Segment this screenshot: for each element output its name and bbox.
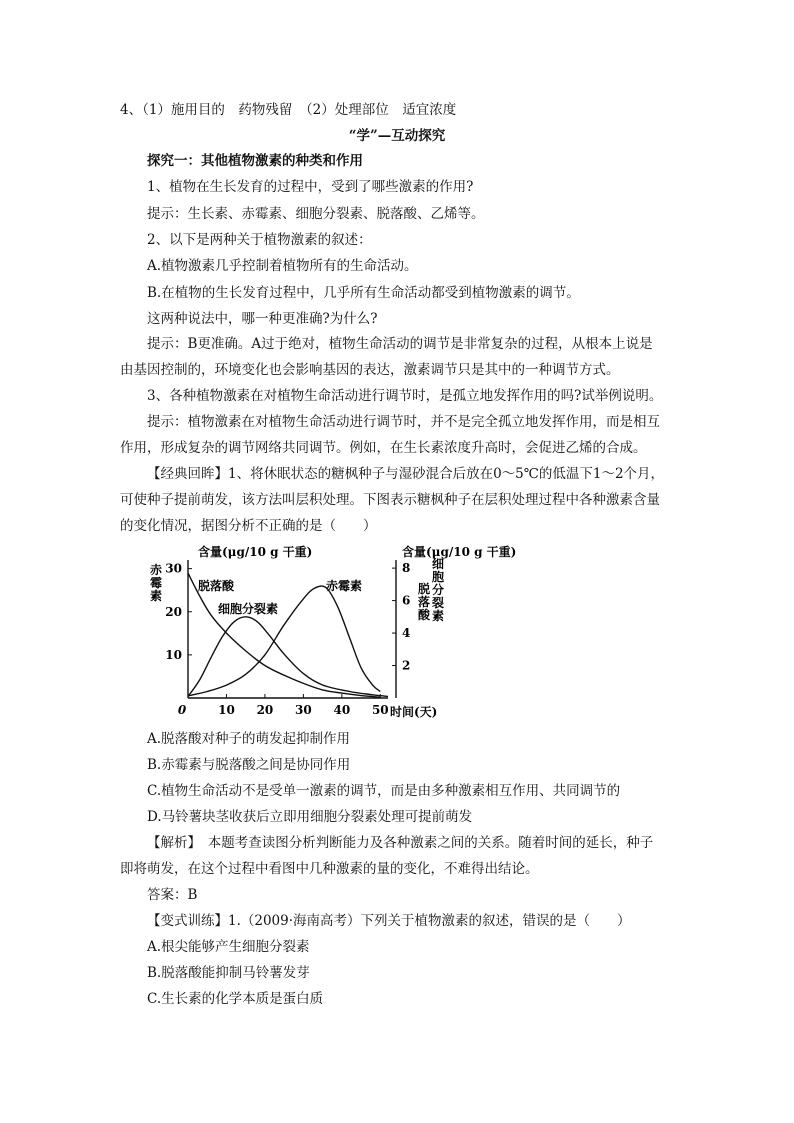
- option-b: B.赤霉素与脱落酸之间是协同作用: [147, 757, 351, 773]
- series-label-cytokinin: 细胞分裂素: [218, 602, 279, 616]
- question-2-option-b: B.在植物的生长发育过程中，几乎所有生命活动都受到植物激素的调节。: [147, 285, 580, 301]
- option-c: C.植物生命活动不是受单一激素的调节，而是由多种激素相互作用、共同调节的: [147, 783, 621, 799]
- variant-training-question: 【变式训练】1.（2009·海南高考）下列关于植物激素的叙述，错误的是（ ）: [147, 913, 631, 929]
- classic-review-line-1: 【经典回眸】1、将休眠状态的糖枫种子与湿砂混合后放在0～5℃的低温下1～2个月，: [147, 466, 665, 482]
- x-axis-label: 时间(天): [390, 705, 438, 719]
- series-label-gibberellin: 赤霉素: [326, 579, 363, 593]
- question-1: 1、植物在生长发育的过程中，受到了哪些激素的作用?: [147, 179, 474, 195]
- prev-answer-line: 4、（1）施用目的 药物残留 （2）处理部位 适宜浓度: [120, 102, 457, 118]
- hint-3-line-2: 作用，形成复杂的调节网络共同调节。例如，在生长素浓度升高时，会促进乙烯的合成。: [120, 440, 647, 456]
- inquiry-heading: 探究一：其他植物激素的种类和作用: [147, 153, 363, 169]
- option-d: D.马铃薯块茎收获后立即用细胞分裂素处理可提前萌发: [147, 809, 473, 825]
- analysis-line-1: 【解析】 本题考查读图分析判断能力及各种激素之间的关系。随着时间的延长，种子: [147, 835, 654, 851]
- classic-review-line-3: 的变化情况，据图分析不正确的是（ ）: [120, 518, 377, 534]
- x-tick-label: 20: [256, 703, 274, 717]
- hint-2-line-1: 提示：B更准确。A过于绝对，植物生命活动的调节是非常复杂的过程，从根本上说是: [147, 336, 653, 352]
- variant-option-c: C.生长素的化学本质是蛋白质: [147, 991, 324, 1007]
- gibberellin-curve: [188, 586, 380, 696]
- x-tick-label: 0: [177, 703, 187, 717]
- x-tick-label: 50: [371, 703, 389, 717]
- question-3: 3、各种植物激素在对植物生命活动进行调节时，是孤立地发挥作用的吗?试举例说明。: [147, 388, 663, 404]
- series-label-abscisic-acid: 脱落酸: [198, 579, 235, 593]
- right-tick-label: 8: [402, 561, 411, 576]
- classic-review-line-2: 可使种子提前萌发，该方法叫层积处理。下图表示糖枫种子在层积处理过程中各种激素含量: [120, 492, 660, 508]
- question-2-option-a: A.植物激素几乎控制着植物所有的生命活动。: [147, 258, 418, 274]
- right-axis-label: 脱落酸 细胞分裂素: [418, 557, 445, 623]
- answer: 答案：B: [147, 887, 198, 903]
- x-tick-label: 10: [218, 703, 235, 717]
- right-tick-label: 2: [402, 658, 411, 673]
- x-tick-label: 30: [295, 703, 312, 717]
- left-axis-label: 赤霉素: [150, 563, 163, 603]
- hint-3-line-1: 提示：植物激素在对植物生命活动进行调节时，并不是完全孤立地发挥作用，而是相互: [147, 414, 660, 430]
- left-tick-label: 10: [165, 647, 182, 662]
- hint-1: 提示：生长素、赤霉素、细胞分裂素、脱落酸、乙烯等。: [147, 206, 485, 222]
- analysis-line-2: 即将萌发，在这个过程中看图中几种激素的量的变化，不难得出结论。: [120, 861, 539, 877]
- right-axis-title: 含量(μg/10 g 干重): [402, 545, 517, 559]
- question-2-ask: 这两种说法中，哪一种更准确?为什么?: [147, 311, 378, 327]
- left-tick-label: 20: [165, 604, 182, 619]
- x-tick-label: 40: [333, 703, 351, 717]
- right-tick-label: 4: [402, 626, 411, 641]
- right-tick-label: 6: [402, 593, 411, 608]
- cytokinin-curve: [188, 617, 388, 697]
- hint-2-line-2: 由基因控制的，环境变化也会影响基因的表达，激素调节只是其中的一种调节方式。: [120, 362, 620, 378]
- hormone-content-chart: [140, 538, 517, 723]
- variant-option-a: A.根尖能够产生细胞分裂素: [147, 939, 310, 955]
- left-axis-title: 含量(μg/10 g 干重): [198, 545, 313, 559]
- left-tick-label: 30: [165, 561, 182, 576]
- section-title: “学”—互动探究: [348, 128, 446, 144]
- question-2: 2、以下是两种关于植物激素的叙述：: [147, 232, 372, 248]
- option-a: A.脱落酸对种子的萌发起抑制作用: [147, 731, 351, 747]
- variant-option-b: B.脱落酸能抑制马铃薯发芽: [147, 965, 310, 981]
